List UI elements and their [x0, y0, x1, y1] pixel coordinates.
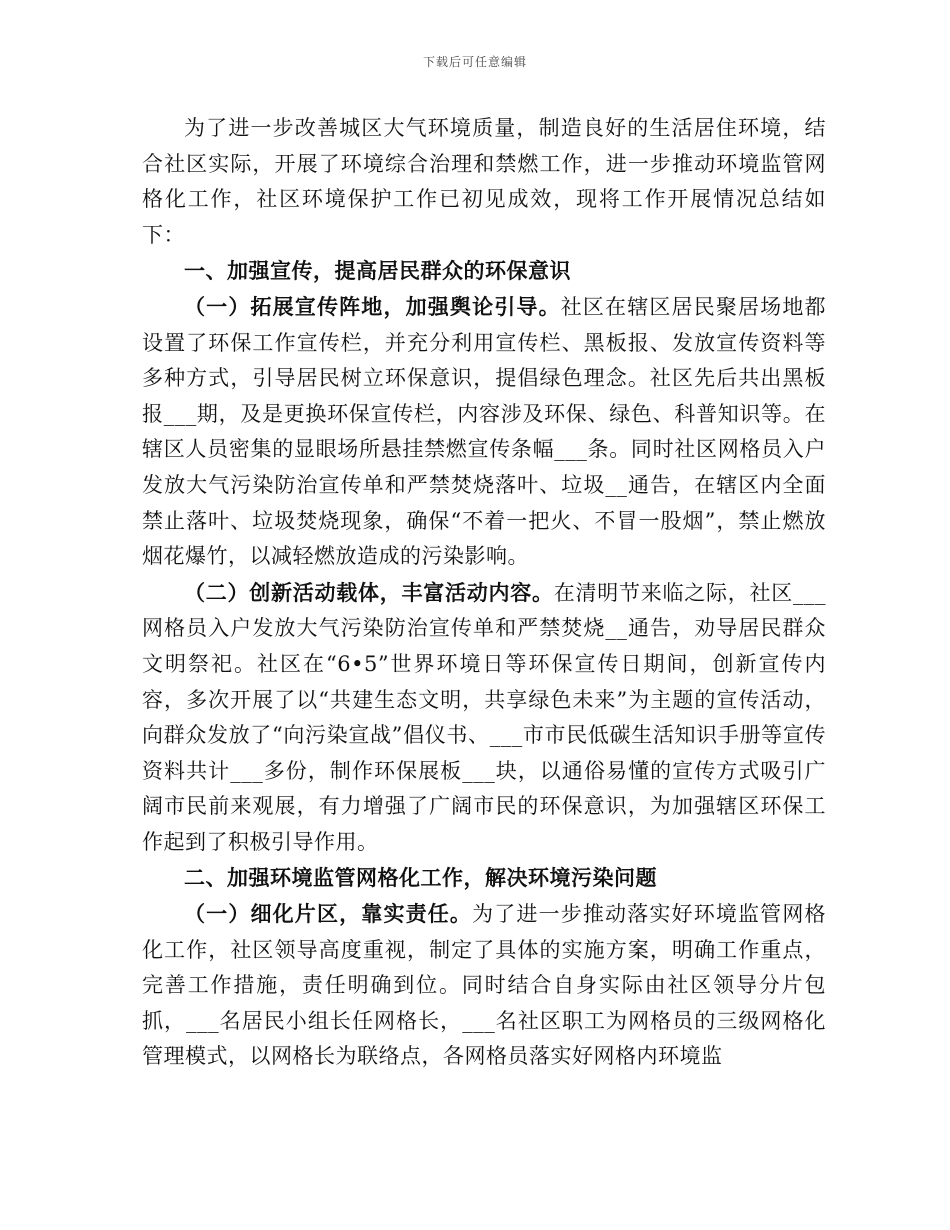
- section-heading-2: [142, 860, 826, 896]
- heading-text: 二、加强环境监管网格化工作，解决环境污染问题: [184, 865, 657, 891]
- document-body: [142, 111, 826, 1075]
- paragraph-text: 社区在辖区居民聚居场地都设置了环保工作宣传栏，并充分利用宣传栏、黑板报、发放宣传资料等多种方式，引导居民树立环保意识，提倡绿色理念。社区先后共出黑板报___期，及是更换环保宣传栏，内容涉及环保、绿色、科普知识等。在辖区人员密集的显眼场所悬挂禁燃宣传条幅___条。同时社区网格员入户发放大气污染防治宣传单和严禁焚烧落叶、垃圾__通告，在辖区内全面禁止落叶、垃圾焚烧现象，确保“不着一把火、不冒一股烟”，禁止燃放烟花爆竹，以减轻燃放造成的污染影响。: [142, 294, 827, 569]
- paragraph-text: 在清明节来临之际，社区___网格员入户发放大气污染防治宣传单和严禁焚烧__通告，劝导居民群众文明祭祀。社区在“6•5”世界环境日等环保宣传日期间，创新宣传内容，多次开展了以“共建生态文明，共享绿色未来”为主题的宣传活动，向群众发放了“向污染宣战”倡仪书、___市市民低碳生活知识手册等宣传资料共计___多份，制作环保展板___块，以通俗易懂的宣传方式吸引广阔市民前来观展，有力增强了广阔市民的环保意识，为加强辖区环保工作起到了积极引导作用。: [142, 580, 826, 854]
- section-heading-1: [142, 253, 826, 289]
- intro-paragraph: [142, 111, 826, 253]
- heading-text: 一、加强宣传，提高居民群众的环保意识: [184, 258, 571, 284]
- paragraph-1-2: [142, 575, 826, 861]
- paragraph-text: 为了进一步推动落实好环境监管网格化工作，社区领导高度重视，制定了具体的实施方案，明确工作重点，完善工作措施，责任明确到位。同时结合自身实际由社区领导分片包抓，___名居民小组长任网格长，___名社区职工为网格员的三级网格化管理模式，以网格长为联络点，各网格员落实好网格内环境监: [142, 902, 827, 1069]
- paragraph-lead: （一）细化片区，靠实责任。: [184, 901, 473, 927]
- paragraph-lead: （二）创新活动载体，丰富活动内容。: [184, 579, 554, 605]
- page-header: 下载后可任意编辑: [422, 55, 527, 69]
- paragraph-1-1: [142, 289, 826, 575]
- paragraph-2-1: [142, 896, 826, 1075]
- paragraph-text: 为了进一步改善城区大气环境质量，制造良好的生活居住环境，结合社区实际，开展了环境综合治理和禁燃工作，进一步推动环境监管网格化工作，社区环境保护工作已初见成效，现将工作开展情况总结如下：: [142, 116, 826, 247]
- paragraph-lead: （一）拓展宣传阵地，加强舆论引导。: [184, 293, 561, 319]
